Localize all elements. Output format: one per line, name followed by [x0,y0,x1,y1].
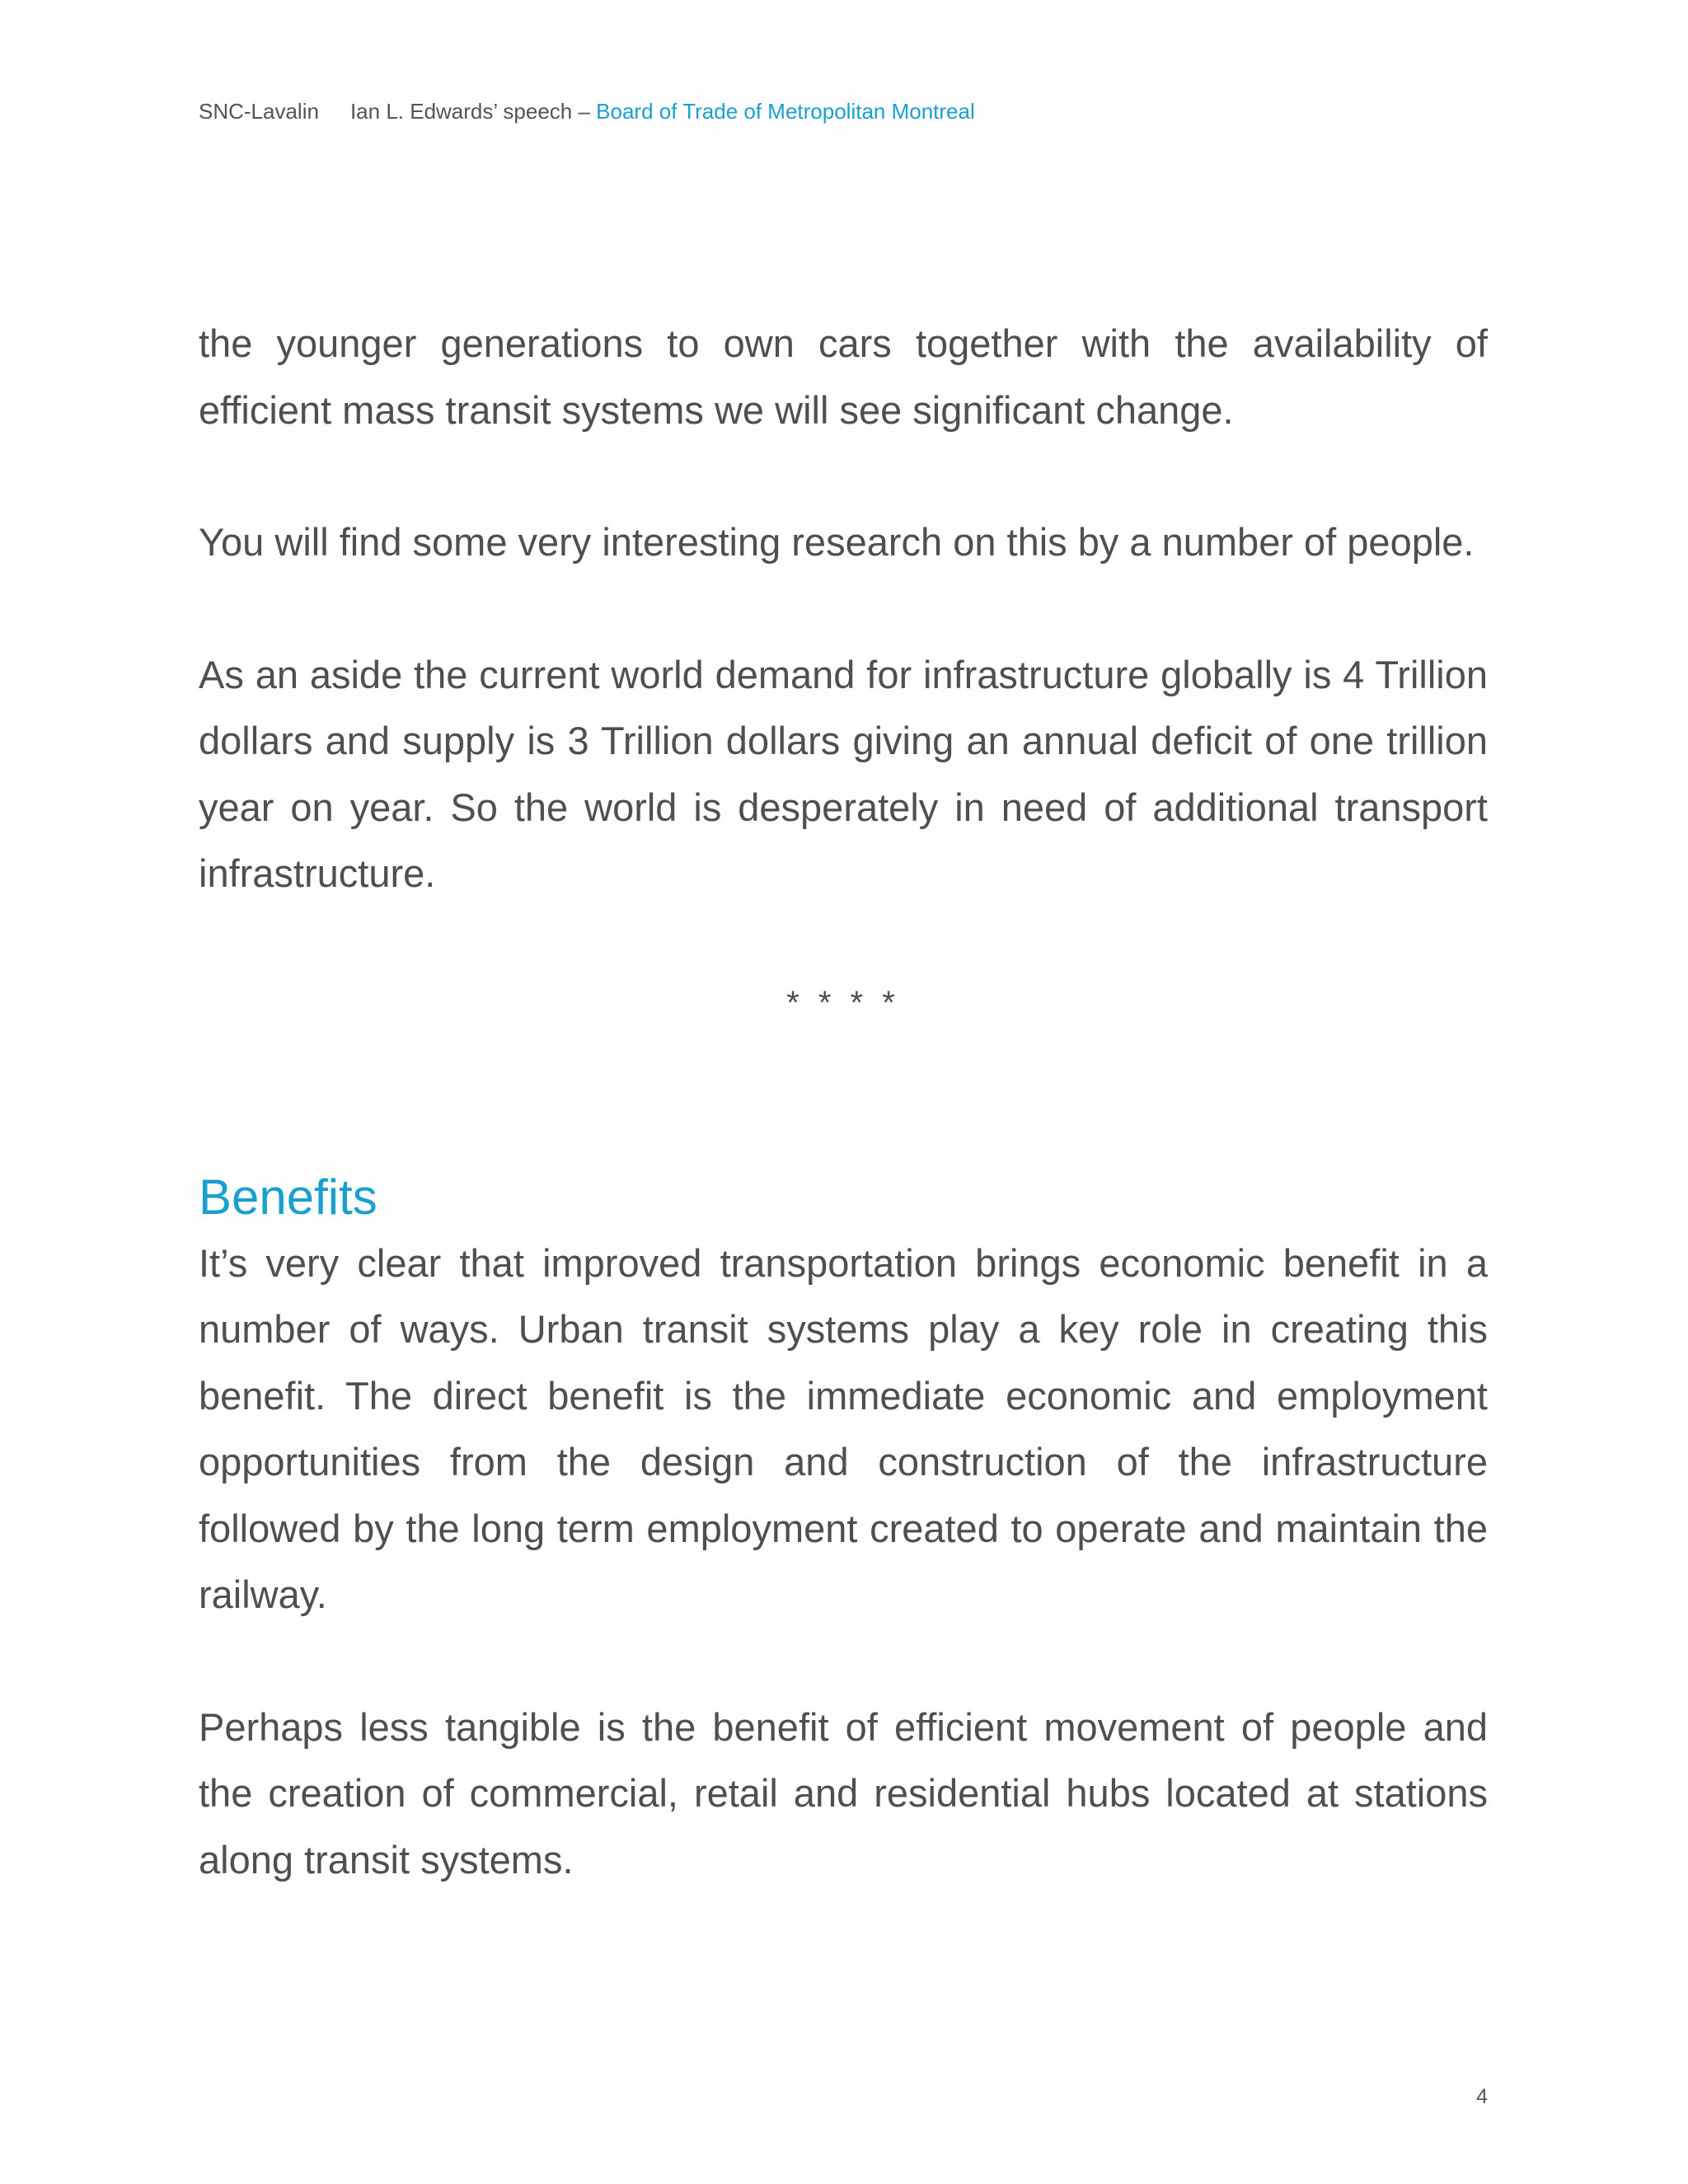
page-number: 4 [1476,2085,1488,2108]
section-heading-benefits: Benefits [199,1169,377,1225]
header-speech-title: Ian L. Edwards’ speech – [349,99,597,124]
header-organization: SNC-Lavalin [199,99,319,124]
paragraph-economic-benefit: It’s very clear that improved transportation brings economic benefit in a number of ways. Urban transit systems play a key role in creating this benefit. The direct benefit is the immediate economic and employment opportunities from the design and construction of the infrastructure followed by the long term employment created to operate and maintain the railway. [199,1240,1488,1616]
paragraph-research: You will find some very interesting research on this by a number of people. [199,520,1475,564]
header-event-name: Board of Trade of Metropolitan Montreal [596,99,975,124]
body-content [199,311,1488,1893]
paragraph-younger-generations: the younger generations to own cars together with the availability of efficient mass transit systems we will see significant change. [199,321,1488,432]
paragraph-infrastructure-demand: As an aside the current world demand for infrastructure globally is 4 Trillion dollars and supply is 3 Trillion dollars giving an annual deficit of one trillion year on year. So the world is desperately in need of additional transport infrastructure. [199,652,1488,895]
running-header [199,97,975,125]
paragraph-less-tangible: Perhaps less tangible is the benefit of efficient movement of people and the creation of commercial, retail and residential hubs located at stations along transit systems. [199,1704,1488,1882]
section-separator: * * * * [786,984,900,1021]
